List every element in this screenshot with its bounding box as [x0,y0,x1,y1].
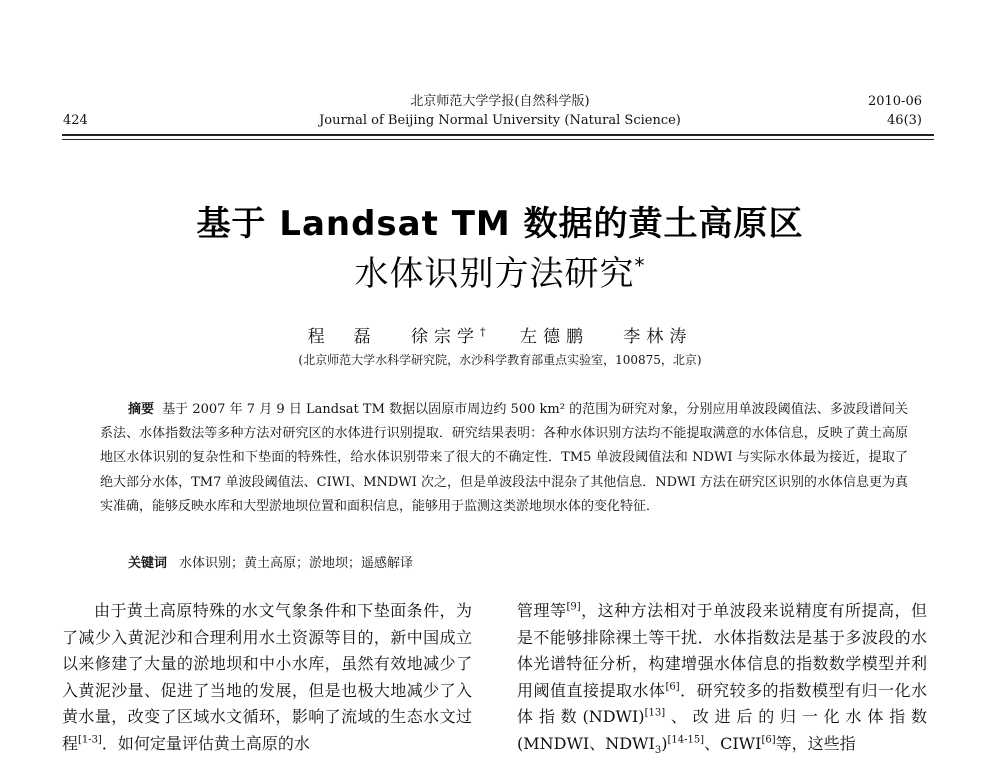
author-4: 李林涛 [623,327,693,347]
issue-date: 2010-06 [867,94,922,109]
body-column-left [62,598,472,758]
title-footnote-mark: * [634,253,646,278]
issue-info [868,92,922,130]
body-right-text-5: ) [661,733,668,753]
body-right-text-3: ．研究较多的指数模型有归一化水体指数(NDWI) [517,680,927,727]
paper-title-line2 [100,246,900,295]
citation-ref: [14-15] [667,734,705,746]
keywords-label: 关键词 [128,556,168,571]
abstract [100,398,908,519]
author-3: 左德鹏 [519,327,589,347]
journal-header [250,92,750,130]
author-list [150,322,850,347]
page-number: 424 [63,113,88,128]
body-right-text-6: 、CIWI [704,733,762,753]
body-right-text-7: 等，这些指 [775,733,856,753]
header-rule-thick [62,134,934,136]
body-column-right [517,598,927,758]
abstract-text: 基于 2007 年 7 月 9 日 Landsat TM 数据以固原市周边约 500 km² 的范围为研究对象，分别应用单波段阈值法、多波段谱间关系法、水体指数法等多种方法对研究区的水体进行识别提取．研究结果表明：各种水体识别方法均不能提取满意的水体信息，反映了黄土高原地区水体识别的复杂性和下垫面的特殊性，给水体识别带来了很大的不确定性．TM5 单波段阈值法和 NDWI 与实际水体最为接近，提取了绝大部分水体，TM7 单波段阈值法、CIWI、MNDWI 次之，但是单波段法中混杂了其他信息．NDWI 方法在研究区识别的水体信息更为真实准确，能够反映水库和大型淤地坝位置和面积信息，能够用于监测这类淤地坝水体的变化特征． [100,402,908,514]
journal-title-en: Journal of Beijing Normal University (Natural Science) [319,113,681,128]
paper-title-line2-text: 水体识别方法研究 [354,254,635,294]
paper-title-line1: 基于 Landsat TM 数据的黄土高原区 [196,204,804,244]
citation-ref: [6] [761,734,776,746]
keywords-text: 水体识别；黄土高原；淤地坝；遥感解译 [179,556,414,571]
body-right-text-1: 管理等 [517,601,567,620]
subscript: 3 [654,745,662,757]
citation-ref: [1-3] [78,734,102,746]
body-left-text-1: 由于黄土高原特殊的水文气象条件和下垫面条件，为了减少入黄泥沙和合理利用水土资源等目的，新中国成立以来修建了大量的淤地坝和中小水库，虽然有效地减少了入黄泥沙量、促进了当地的发展，但是也极大地减少了入黄水量，改变了区域水文循环，影响了流域的生态水文过程 [62,601,472,753]
author-2: 徐宗学 [411,327,481,347]
header-rule-thin [62,139,934,140]
body-right-text-2: ，这种方法相对于单波段来说精度有所提高，但是不能够排除裸土等干扰．水体指数法是基于多波段的水体光谱特征分析，构建增强水体信息的指数数学模型并利用阈值直接提取水体 [517,601,927,700]
body-left-text-2: ．如何定量评估黄土高原的水 [101,733,310,753]
volume-issue: 46(3) [887,113,922,128]
corresponding-mark: † [480,325,486,339]
body-right-text-4: 、改进后的归一化水体指数(MNDWI、NDWI [517,707,927,753]
affiliation: (北京师范大学水科学研究院，水沙科学教育部重点实验室，100875，北京) [298,353,702,367]
journal-title-cn: 北京师范大学学报(自然科学版) [410,94,590,109]
keywords [128,552,413,571]
citation-ref: [13] [644,708,666,720]
citation-ref: [6] [665,681,680,693]
abstract-label: 摘要 [128,402,155,417]
citation-ref: [9] [566,601,581,613]
author-1: 程 磊 [307,327,377,347]
